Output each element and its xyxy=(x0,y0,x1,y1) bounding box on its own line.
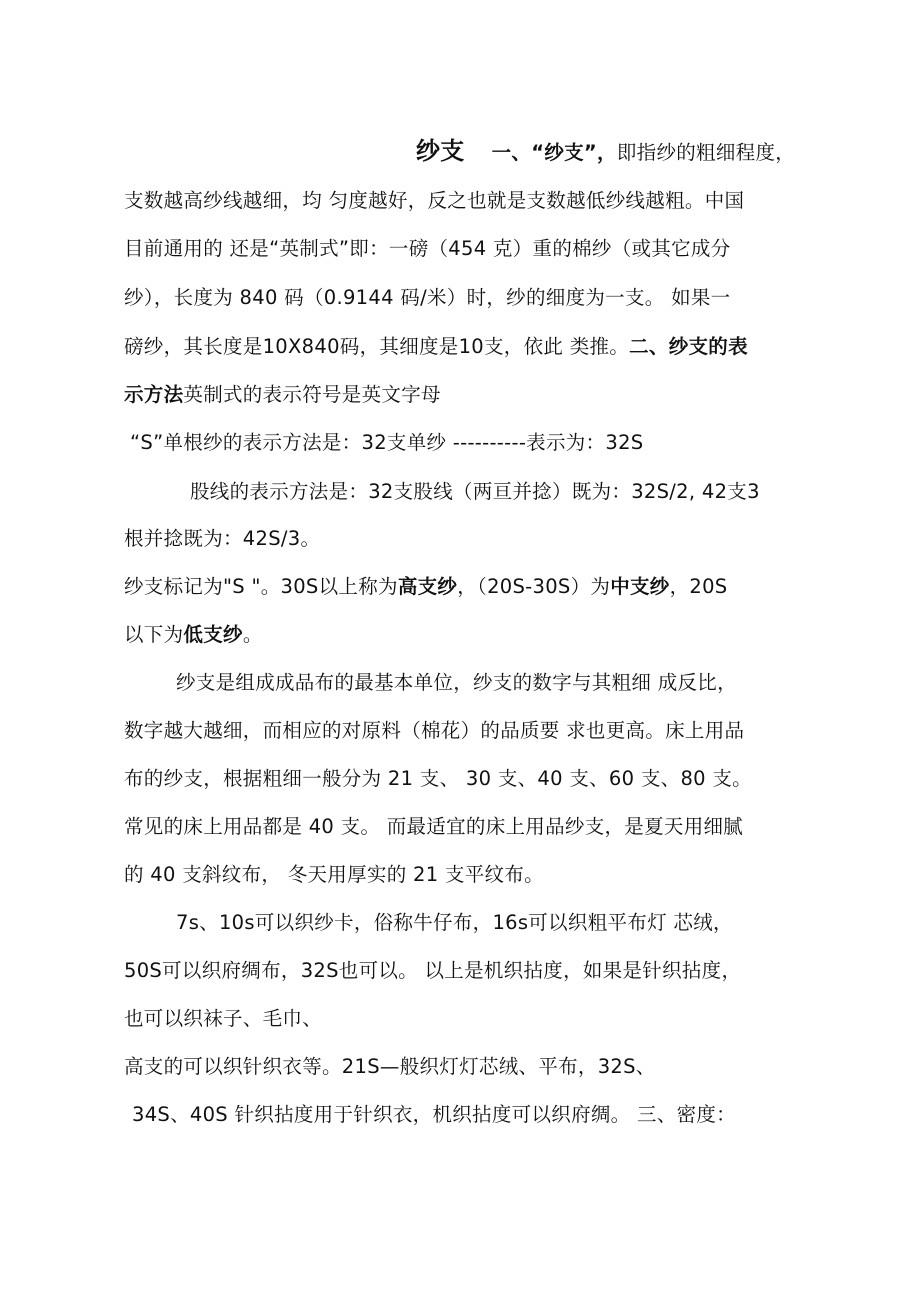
term-mid-count: 中支纱 xyxy=(610,575,670,598)
text-run: 纱支标记为"S "。30S以上称为 xyxy=(124,575,398,598)
line-2 xyxy=(124,188,744,214)
line-20 xyxy=(124,1054,656,1080)
document-title: 纱支 xyxy=(416,137,465,165)
line-13 xyxy=(124,718,744,744)
text-run: 数字越大越细，而相应的对原料（棉花）的品质要 求也更高。床上用品 xyxy=(124,719,745,742)
line-21 xyxy=(132,1102,736,1128)
line-8 xyxy=(190,479,760,505)
text-run: 股线的表示方法是：32支股线（两亘并捻）既为：32S/2, 42支3 xyxy=(190,480,760,503)
text-run: 根并捻既为：42S/3。 xyxy=(124,527,321,550)
line-4 xyxy=(124,285,730,311)
line-11 xyxy=(124,622,263,648)
term-low-count: 低支纱 xyxy=(183,623,243,646)
text-run: 即指纱的粗细程度， xyxy=(616,141,796,164)
line-18 xyxy=(124,958,741,984)
text-run: “S”单根纱的表示方法是：32支单纱 ----------表示为：32S xyxy=(130,431,644,454)
line-6 xyxy=(124,382,441,408)
text-run: 常见的床上用品都是 40 支。 而最适宜的床上用品纱支，是夏天用细腻 xyxy=(124,815,744,838)
text-run: 也可以织袜子、毛巾、 xyxy=(124,1007,323,1030)
line-10 xyxy=(124,574,728,600)
section-heading-2-cont: 示方法 xyxy=(124,383,184,406)
line-14 xyxy=(124,766,752,792)
line-17 xyxy=(176,910,733,936)
line-12 xyxy=(176,670,737,696)
text-run: 以下为 xyxy=(124,623,184,646)
line-16 xyxy=(124,862,544,888)
line-7 xyxy=(130,430,643,456)
section-heading-2: 二、纱支的表 xyxy=(629,335,748,358)
text-run: 的 40 支斜纹布， 冬天用厚实的 21 支平纹布。 xyxy=(124,863,544,886)
line-1 xyxy=(416,138,795,166)
line-19 xyxy=(124,1006,322,1032)
line-3 xyxy=(124,236,731,262)
text-run: 磅纱，其长度是10X840码，其细度是10支，依此 类推。 xyxy=(124,335,630,358)
text-run: ，（20S-30S）为 xyxy=(457,575,611,598)
text-run: 纱支是组成成品布的最基本单位，纱支的数字与其粗细 成反比， xyxy=(176,671,737,694)
term-high-count: 高支纱 xyxy=(397,575,458,598)
text-run: 高支的可以织针织衣等。21S—般织灯灯芯绒、平布，32S、 xyxy=(124,1055,656,1078)
text-run: 50S可以织府绸布，32S也可以。 以上是机织拈度，如果是针织拈度， xyxy=(124,959,742,982)
line-15 xyxy=(124,814,743,840)
text-run: 7s、10s可以织纱卡，俗称牛仔布，16s可以织粗平布灯 芯绒， xyxy=(176,911,733,934)
text-run: 纱），长度为 840 码（0.9144 码/米）时，纱的细度为一支。 如果一 xyxy=(124,286,731,309)
text-run: 。 xyxy=(242,623,263,646)
section-heading-1: 一、“纱支”， xyxy=(491,141,617,164)
text-run: 支数越高纱线越细，均 匀度越好，反之也就是支数越低纱线越粗。中国 xyxy=(124,189,745,212)
text-run: 英制式的表示符号是英文字母 xyxy=(183,383,441,406)
text-run: ，20S xyxy=(669,575,728,598)
text-run: 布的纱支，根据粗细一般分为 21 支、 30 支、40 支、60 支、80 支。 xyxy=(124,767,752,790)
line-5 xyxy=(124,334,748,360)
line-9 xyxy=(124,526,320,552)
text-run: 34S、40S 针织拈度用于针织衣，机织拈度可以织府绸。 三、密度： xyxy=(132,1103,736,1126)
text-run: 目前通用的 还是“英制式”即：一磅（454 克）重的棉纱（或其它成分 xyxy=(124,237,731,260)
